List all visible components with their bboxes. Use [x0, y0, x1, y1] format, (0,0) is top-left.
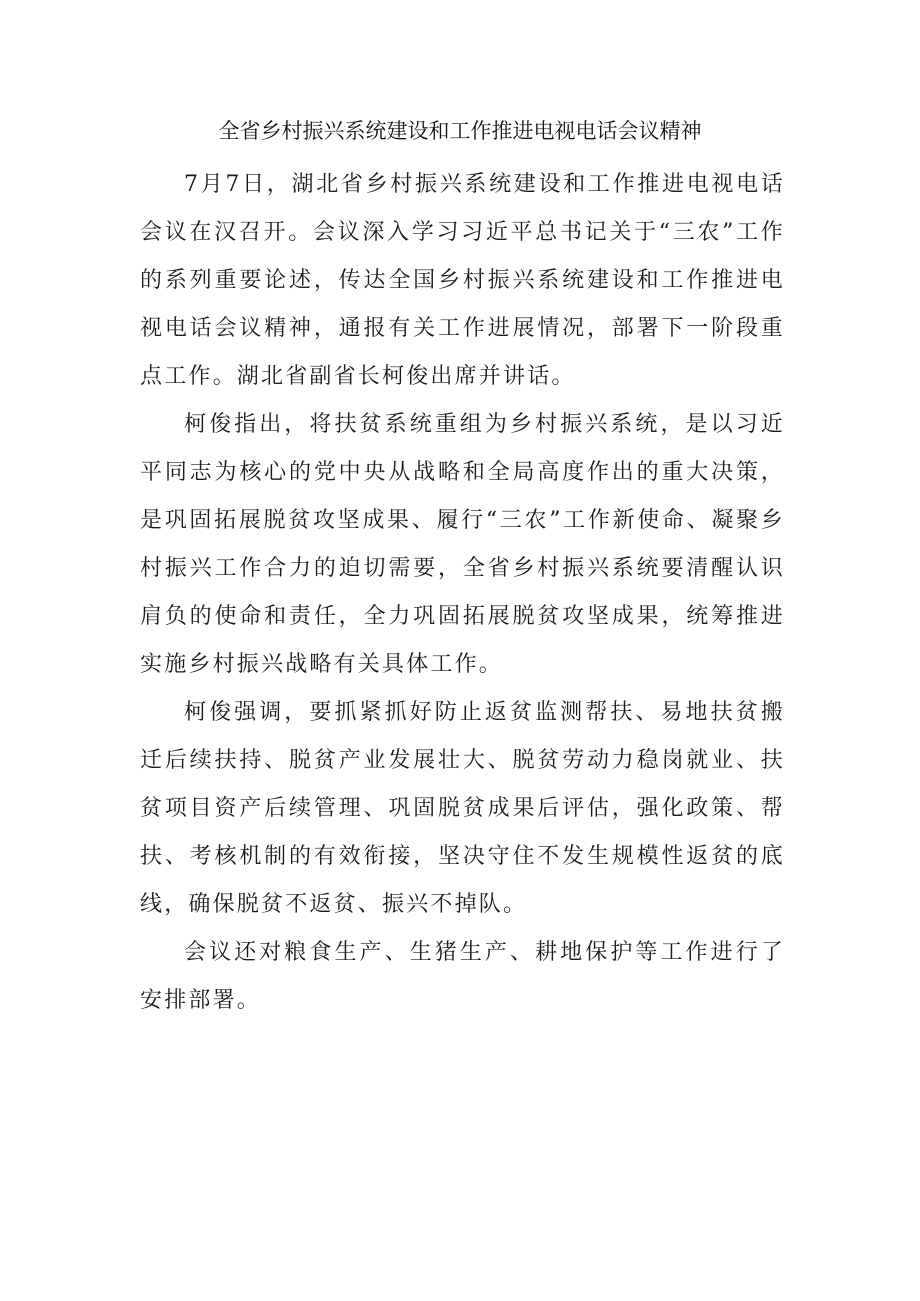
document-title: 全省乡村振兴系统建设和工作推进电视电话会议精神 [218, 119, 702, 143]
paragraph-3: 柯俊强调，要抓紧抓好防止返贫监测帮扶、易地扶贫搬迁后续扶持、脱贫产业发展壮大、脱贫劳动力稳岗就业、扶贫项目资产后续管理、巩固脱贫成果后评估，强化政策、帮扶、考核机制的有效衔接，坚决守住不发生规模性返贫的底线，确保脱贫不返贫、振兴不掉队。 [140, 700, 785, 917]
document-body [140, 161, 785, 1025]
paragraph-4: 会议还对粮食生产、生猪生产、耕地保护等工作进行了安排部署。 [140, 940, 785, 1013]
paragraph-2: 柯俊指出，将扶贫系统重组为乡村振兴系统，是以习近平同志为核心的党中央从战略和全局高度作出的重大决策，是巩固拓展脱贫攻坚成果、履行“三农”工作新使命、凝聚乡村振兴工作合力的迫切需要，全省乡村振兴系统要清醒认识肩负的使命和责任，全力巩固拓展脱贫攻坚成果，统筹推进实施乡村振兴战略有关具体工作。 [140, 412, 785, 677]
paragraph-1: 7月7日，湖北省乡村振兴系统建设和工作推进电视电话会议在汉召开。会议深入学习习近平总书记关于“三农”工作的系列重要论述，传达全国乡村振兴系统建设和工作推进电视电话会议精神，通报有关工作进展情况，部署下一阶段重点工作。湖北省副省长柯俊出席并讲话。 [140, 172, 785, 389]
